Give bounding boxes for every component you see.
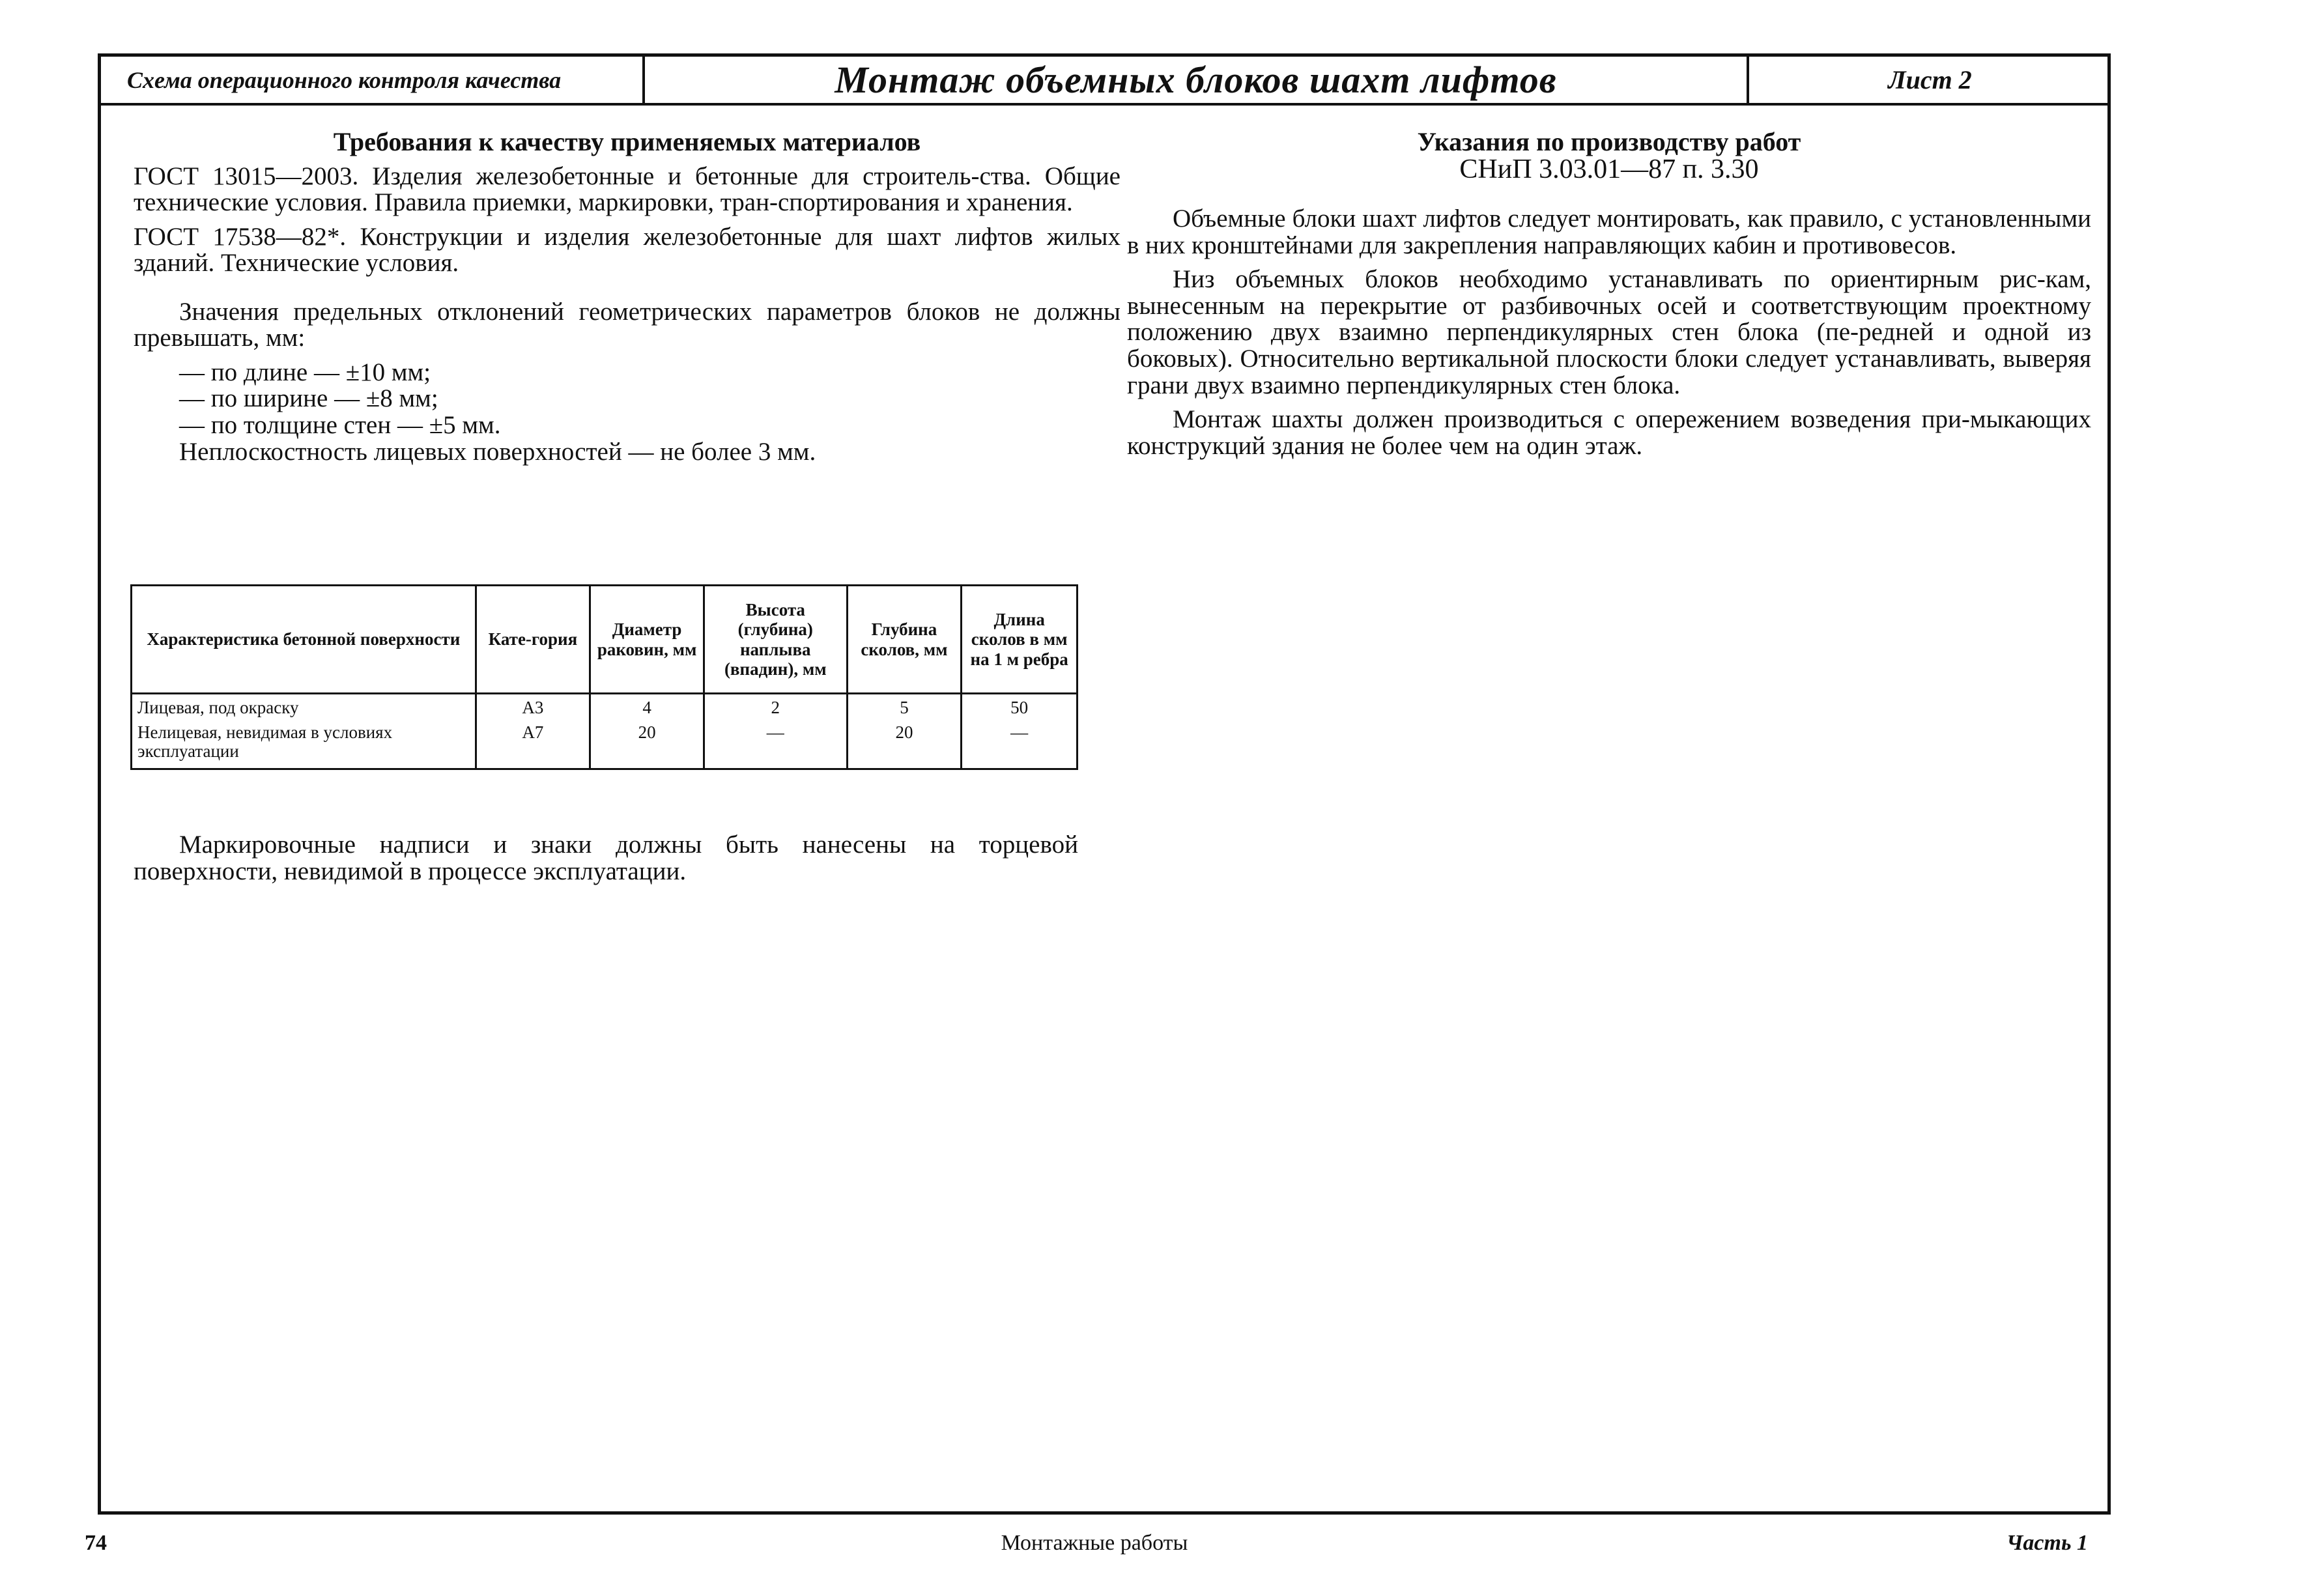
gost-13015: ГОСТ 13015—2003. Изделия железобетонные и бетонные для строитель-ства. Общие технические условия. Правила приемки, маркировки, тран-спортирования и хранения. bbox=[134, 162, 1121, 217]
table-cell: 2 bbox=[704, 694, 847, 719]
scheme-label: Схема операционного контроля качества bbox=[101, 57, 645, 103]
instruction-paragraph: Низ объемных блоков необходимо устанавливать по ориентирным рис-кам, вынесенным на перекрытие от разбивочных осей и соответствующим проектному положению двух взаимно перпендикулярных стен блока (пе-редней и одной из боковых). Относительно вертикальной плоскости блоки следует устанавливать, выверяя грани двух взаимно перпендикулярных стен блока. bbox=[1127, 265, 2091, 399]
deviation-wall-thickness: — по толщине стен — ±5 мм. bbox=[179, 410, 501, 439]
table-header: Диаметр раковин, мм bbox=[590, 586, 704, 694]
instruction-paragraph: Монтаж шахты должен производиться с опережением возведения при-мыкающих конструкций здания не более чем на один этаж. bbox=[1127, 405, 2091, 460]
deviation-length: — по длине — ±10 мм; bbox=[179, 358, 431, 386]
table-header: Высота (глубина) наплыва (впадин), мм bbox=[704, 586, 847, 694]
table-cell: — bbox=[962, 719, 1078, 769]
document-title: Монтаж объемных блоков шахт лифтов bbox=[645, 57, 1749, 103]
section-name: Монтажные работы bbox=[1001, 1531, 1188, 1555]
table-cell: 4 bbox=[590, 694, 704, 719]
table-cell: 20 bbox=[590, 719, 704, 769]
marking-requirement: Маркировочные надписи и знаки должны быть нанесены на торцевой поверхности, невидимой в процессе эксплуатации. bbox=[134, 831, 1078, 885]
table-cell: 20 bbox=[847, 719, 962, 769]
table-cell: 5 bbox=[847, 694, 962, 719]
table-header: Глубина сколов, мм bbox=[847, 586, 962, 694]
page-number: 74 bbox=[85, 1531, 107, 1555]
table-header: Кате-гория bbox=[476, 586, 590, 694]
gost-17538: ГОСТ 17538—82*. Конструкции и изделия железобетонные для шахт лифтов жилых зданий. Технические условия. bbox=[134, 222, 1121, 278]
part-label: Часть 1 bbox=[2006, 1531, 2089, 1555]
page-frame bbox=[98, 53, 2111, 1515]
table-header: Длина сколов в мм на 1 м ребра bbox=[962, 586, 1078, 694]
table-cell: А3 bbox=[476, 694, 590, 719]
instructions-section-title: Указания по производству работ bbox=[1417, 127, 1801, 156]
title-block bbox=[101, 57, 2107, 106]
work-instructions-section bbox=[1127, 128, 2091, 459]
snip-reference: СНиП 3.03.01—87 п. 3.30 bbox=[1459, 154, 1759, 184]
materials-requirements-section bbox=[134, 128, 1121, 465]
flatness-tolerance: Неплоскостность лицевых поверхностей — не более 3 мм. bbox=[179, 437, 816, 466]
table-row bbox=[132, 694, 1078, 719]
table-cell: — bbox=[704, 719, 847, 769]
table-cell: Нелицевая, невидимая в условиях эксплуатации bbox=[132, 719, 476, 769]
table-header: Характеристика бетонной поверхности bbox=[132, 586, 476, 694]
table-header-row bbox=[132, 586, 1078, 694]
deviations-intro: Значения предельных отклонений геометрических параметров блоков не должны превышать, мм: bbox=[134, 297, 1121, 352]
instruction-paragraph: Объемные блоки шахт лифтов следует монтировать, как правило, с установленными в них кронштейнами для закрепления направляющих кабин и противовесов. bbox=[1127, 205, 2091, 259]
table-cell: 50 bbox=[962, 694, 1078, 719]
table-cell: Лицевая, под окраску bbox=[132, 694, 476, 719]
sheet-number: Лист 2 bbox=[1888, 65, 1972, 94]
materials-section-title: Требования к качеству применяемых материалов bbox=[333, 127, 921, 156]
table-row bbox=[132, 719, 1078, 769]
table-cell: А7 bbox=[476, 719, 590, 769]
deviation-width: — по ширине — ±8 мм; bbox=[179, 384, 438, 413]
surface-quality-table bbox=[130, 584, 1078, 770]
